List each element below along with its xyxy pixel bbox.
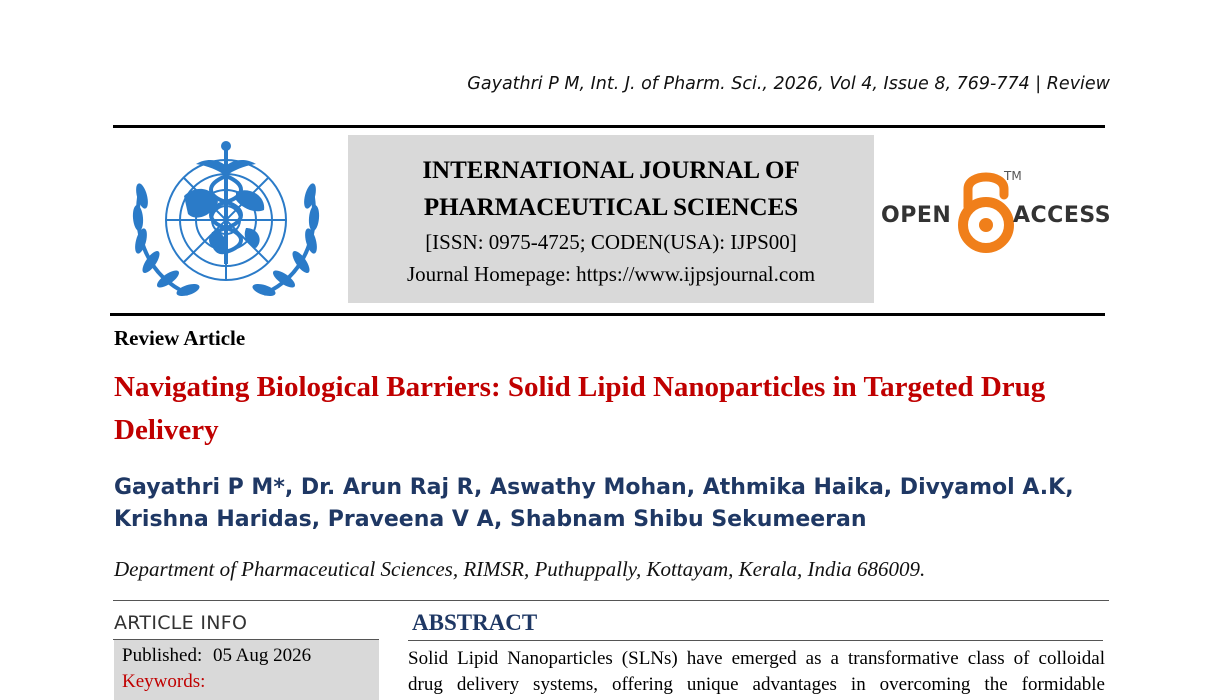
header-bottom-rule	[110, 313, 1105, 316]
authors-line-2: Krishna Haridas, Praveena V A, Shabnam Shibu Sekumeeran	[114, 507, 867, 532]
journal-title-line2: PHARMACEUTICAL SCIENCES	[423, 194, 799, 221]
journal-header-box	[348, 135, 874, 303]
abstract-body	[408, 646, 1105, 698]
trademark-mark: TM	[1004, 169, 1022, 183]
abstract-line-2: drug delivery systems, offering unique advantages in overcoming the formidable	[408, 674, 1105, 695]
article-info-heading: ARTICLE INFO	[114, 612, 248, 634]
journal-title-line1: INTERNATIONAL JOURNAL OF	[422, 157, 800, 184]
citation-header: Gayathri P M, Int. J. of Pharm. Sci., 2026, Vol 4, Issue 8, 769-774 | Review	[467, 74, 1110, 94]
section-divider	[113, 600, 1109, 601]
published-date: 05 Aug 2026	[212, 645, 312, 666]
abstract-heading: ABSTRACT	[412, 610, 538, 635]
article-info-box	[114, 640, 379, 700]
access-word: ACCESS	[1013, 203, 1112, 228]
published-label: Published:	[122, 645, 203, 666]
abstract-line-1: Solid Lipid Nanoparticles (SLNs) have emerged as a transformative class of colloidal	[408, 648, 1105, 669]
authors-line-1: Gayathri P M*, Dr. Arun Raj R, Aswathy Mohan, Athmika Haika, Divyamol A.K,	[114, 475, 1074, 500]
author-list	[114, 472, 1114, 536]
globe-caduceus-logo-icon	[126, 136, 326, 306]
article-type-label: Review Article	[114, 326, 246, 350]
open-access-logo	[880, 165, 1110, 255]
abstract-underline	[408, 640, 1103, 641]
author-affiliation: Department of Pharmaceutical Sciences, RIMSR, Puthuppally, Kottayam, Kerala, India 686009.	[114, 557, 926, 581]
journal-homepage: Journal Homepage: https://www.ijpsjournal.com	[406, 262, 816, 286]
open-word: OPEN	[881, 203, 952, 228]
journal-issn: [ISSN: 0975-4725; CODEN(USA): IJPS00]	[425, 230, 797, 254]
keywords-label: Keywords:	[122, 671, 206, 692]
journal-logo	[126, 136, 326, 306]
top-rule	[113, 125, 1105, 128]
article-title: Navigating Biological Barriers: Solid Lipid Nanoparticles in Targeted Drug Delivery	[114, 371, 1046, 446]
